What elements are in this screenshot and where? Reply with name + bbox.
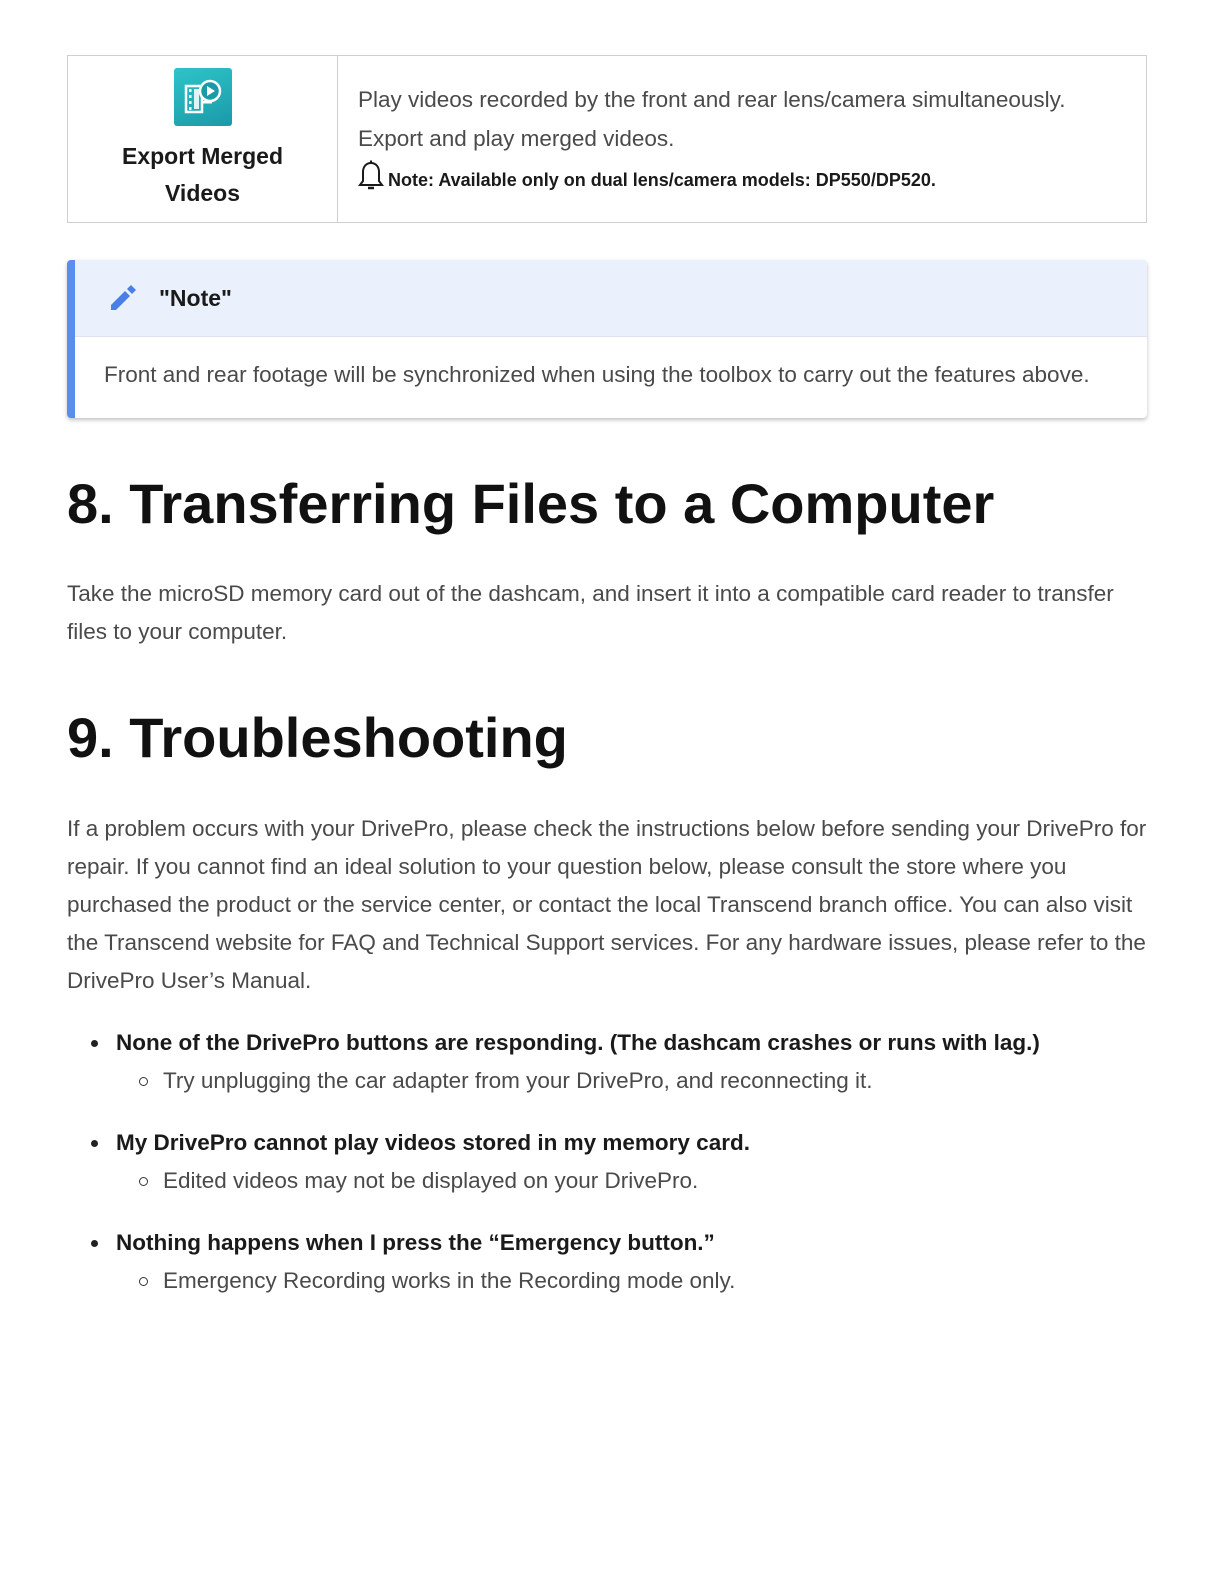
troubleshooting-answer: Edited videos may not be displayed on your DrivePro. [116,1162,1157,1200]
feature-description-line: Play videos recorded by the front and rear lens/camera simultaneously. [358,87,1066,112]
feature-description-cell [338,56,1146,222]
list-item [67,1224,1157,1300]
feature-table [67,55,1147,223]
pencil-icon [107,283,137,313]
feature-note-text: Note: Available only on dual lens/camera models: DP550/DP520. [388,170,936,190]
section-heading: 9. Troubleshooting [67,706,568,769]
note-callout [67,260,1147,418]
section-paragraph: If a problem occurs with your DrivePro, please check the instructions below before sending your DrivePro for repair. If you cannot find an ideal solution to your question below, please consult the store where you purchased the product or the service center, or contact the local Transcend branch office. You can also visit the Transcend website for FAQ and Technical Support services. For any hardware issues, please refer to the DrivePro User’s Manual. [67,816,1147,993]
note-callout-header [75,260,1147,337]
troubleshooting-answer: Emergency Recording works in the Recording mode only. [116,1262,1157,1300]
feature-note [358,160,1146,192]
troubleshooting-list [67,1024,1157,1324]
feature-description-line: Export and play merged videos. [358,126,675,151]
feature-name-cell [68,56,338,222]
section-heading: 8. Transferring Files to a Computer [67,472,995,535]
bell-icon [358,160,384,192]
troubleshooting-answer: Try unplugging the car adapter from your DrivePro, and reconnecting it. [116,1062,1157,1100]
section-paragraph: Take the microSD memory card out of the dashcam, and insert it into a compatible card reader to transfer files to your computer. [67,581,1114,644]
feature-name: Export Merged Videos [121,143,284,206]
troubleshooting-question: Nothing happens when I press the “Emergency button.” [116,1230,715,1255]
troubleshooting-question: My DrivePro cannot play videos stored in my memory card. [116,1130,750,1155]
note-callout-body: Front and rear footage will be synchronized when using the toolbox to carry out the features above. [104,362,1090,387]
list-item [67,1024,1157,1100]
list-item [67,1124,1157,1200]
troubleshooting-question: None of the DrivePro buttons are responding. (The dashcam crashes or runs with lag.) [116,1030,1040,1055]
note-callout-title: "Note" [159,284,232,311]
merged-video-icon [174,68,232,126]
